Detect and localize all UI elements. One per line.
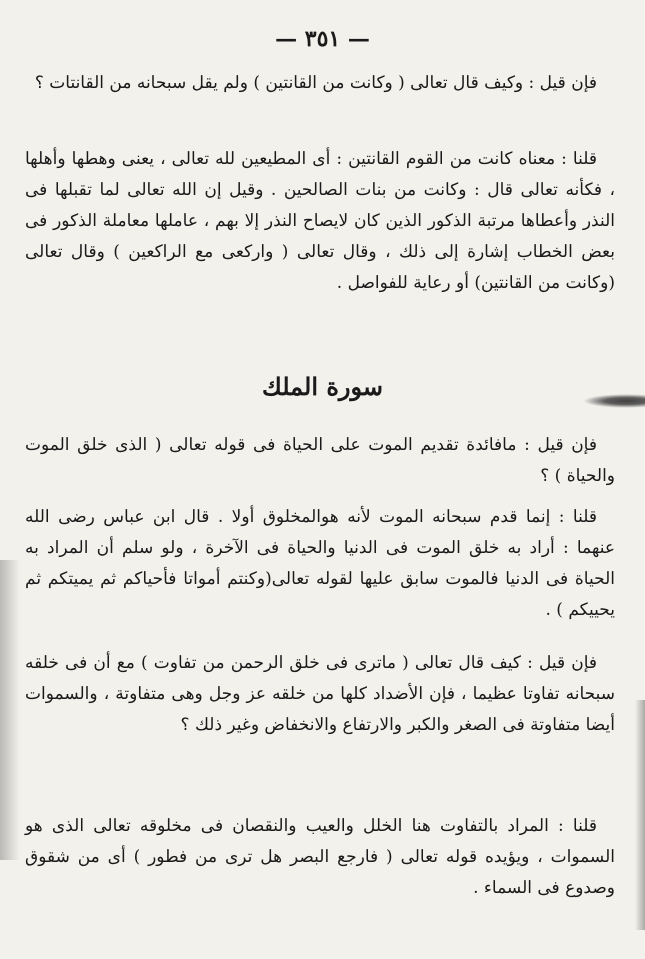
surah-title: سورة الملك (261, 372, 384, 401)
paragraph-text: فإن قيل : وكيف قال تعالى ( وكانت من القانتين ) ولم يقل سبحانه من القانتات ؟ (34, 73, 597, 93)
paragraph-question-death-life (25, 430, 615, 492)
paragraph-answer-qanitin (25, 144, 615, 299)
paragraph-text: فإن قيل : مافائدة تقديم الموت على الحياة فى قوله تعالى ( الذى خلق الموت والحياة ) ؟ (25, 435, 615, 486)
paragraph-text: قلنا : إنما قدم سبحانه الموت لأنه هوالمخلوق أولا . قال ابن عباس رضى الله عنهما : أراد به خلق الموت فى الدنيا والحياة فى الآخرة ، ولو سلم أن المراد به الحياة فى الدنيا فالموت سابق عليها لقوله تعالى(وكنتم أمواتا فأحياكم ثم يميتكم ثم يحييكم ) . (25, 507, 615, 620)
paragraph-answer-tafawut (25, 811, 615, 904)
scan-edge-shadow-right (635, 700, 645, 930)
paragraph-question-qanitin (25, 68, 615, 99)
paragraph-question-tafawut (25, 648, 615, 741)
paragraph-text: قلنا : معناه كانت من القوم القانتين : أى المطيعين لله تعالى ، يعنى وهطها وأهلها ، فكأنه تعالى قال : وكانت من بنات الصالحين . وقيل إن الله تعالى لما تقبلها فى النذر وأعطاها مرتبة الذكور الذين كان لايصاح النذر إلا بهم ، عاملها معاملة الذكور فى بعض الخطاب إشارة إلى ذلك ، وقال تعالى ( واركعى مع الراكعين ) وقال تعالى (وكانت من القانتين) أو رعاية للفواصل . (25, 149, 615, 293)
paragraph-text: قلنا : المراد بالتفاوت هنا الخلل والعيب والنقصان فى مخلوقه تعالى الذى هو السموات ، ويؤيده قوله تعالى ( فارجع البصر هل ترى من فطور ) أى من شقوق وصدوع فى السماء . (25, 816, 615, 898)
paragraph-text: فإن قيل : كيف قال تعالى ( ماترى فى خلق الرحمن من تفاوت ) مع أن فى خلقه سبحانه تفاوتا عظيما ، فإن الأضداد كلها من خلقه عز وجل وهى متفاوتة ، والسموات أيضا متفاوتة فى الصغر والكبر والارتفاع والانخفاض وغير ذلك ؟ (25, 653, 615, 735)
ink-smudge (583, 394, 645, 408)
page-number: — ٣٥١ — (275, 26, 370, 52)
scan-edge-shadow-left (0, 560, 20, 860)
paragraph-answer-death-life (25, 502, 615, 626)
